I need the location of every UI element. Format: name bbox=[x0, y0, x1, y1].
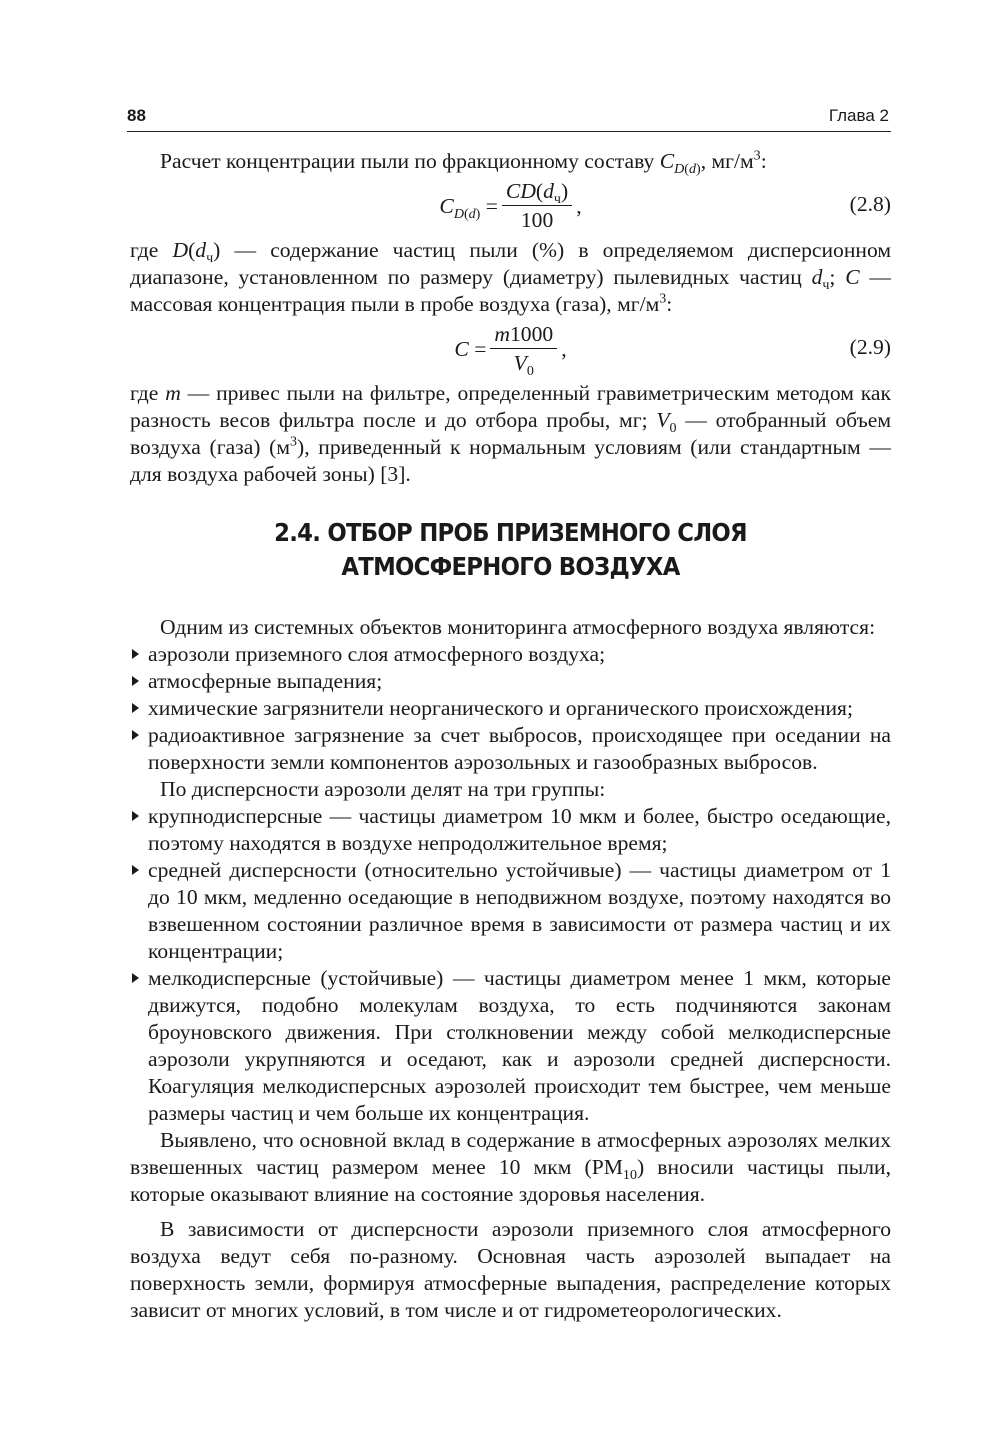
chapter-title: Глава 2 bbox=[828, 106, 889, 125]
formula-number: (2.9) bbox=[849, 335, 891, 359]
pm10-paragraph: Выявлено, что основной вклад в содержание в атмосферных аэрозолях мелких взвешенных частиц размером менее 10 мкм $(PM_{10})$ вносили частицы пыли, которые оказывают влияние на состояние здоровья населения. bbox=[130, 1128, 892, 1206]
list-item: химические загрязнители неорганического и органического происхождения; bbox=[130, 695, 891, 722]
formula-2-8: $C_{D(d)}$ = $\frac{CD(d_ч)}{100}$ , (2.8) bbox=[439, 179, 891, 232]
groups-list bbox=[130, 803, 891, 1127]
list-item: крупнодисперсные — частицы диаметром 10 мкм и более, быстро оседающие, поэтому находятся в воздухе непродолжительное время; bbox=[130, 803, 891, 857]
definition-paragraph-1: где $D(d_ч)$ — содержание частиц пыли (%) в определяемом дисперсионном диапазоне, установленном по размеру (диаметру) пылевидных частиц $d_ч$; C — массовая концентрация пыли в пробе воздуха (газа), $мг/м^3$: bbox=[130, 238, 892, 316]
header-rule bbox=[127, 131, 891, 132]
page-body bbox=[130, 148, 891, 1324]
formula-number: (2.8) bbox=[849, 192, 891, 216]
page-number: 88 bbox=[127, 106, 146, 125]
list-item: мелкодисперсные (устойчивые) — частицы диаметром менее 1 мкм, которые движутся, подобно молекулам воздуха, то есть подчиняются законам броуновского движения. При столкновении между собой мелкодисперсные аэрозоли укрупняются и оседают, как и аэрозоли средней дисперсности. Коагуляция мелкодисперсных аэрозолей происходит тем быстрее, чем меньше размеры частиц и чем больше их концентрация. bbox=[130, 965, 891, 1127]
list-item: радиоактивное загрязнение за счет выбросов, происходящее при оседании на поверхности земли компонентов аэрозольных и газообразных выбросов. bbox=[130, 722, 891, 776]
list-item: атмосферные выпадения; bbox=[130, 668, 891, 695]
final-paragraph: В зависимости от дисперсности аэрозоли приземного слоя атмосферного воздуха ведут себя по-разному. Основная часть аэрозолей выпадает на поверхность земли, формируя атмосферные выпадения, распределение которых зависит от многих условий, в том числе и от гидрометеорологических. bbox=[130, 1217, 891, 1322]
list-item: аэрозоли приземного слоя атмосферного воздуха; bbox=[130, 641, 891, 668]
intro-paragraph: Расчет концентрации пыли по фракционному составу $C_{D(d)}$, $мг/м^3$: bbox=[160, 147, 767, 177]
objects-intro: Одним из системных объектов мониторинга атмосферного воздуха являются: bbox=[160, 615, 876, 639]
formula-2-9: C = $\frac{m1000}{V_0}$ , (2.9) bbox=[454, 322, 891, 379]
groups-intro: По дисперсности аэрозоли делят на три группы: bbox=[160, 777, 606, 801]
page-header bbox=[127, 106, 891, 130]
section-title: 2.4. ОТБОР ПРОБ ПРИЗЕМНОГО СЛОЯ АТМОСФЕРНОГО ВОЗДУХА bbox=[274, 518, 747, 581]
objects-list bbox=[130, 641, 891, 776]
definition-paragraph-2: где m — привес пыли на фильтре, определенный гравиметрическим методом как разность весов фильтра после и до отбора пробы, мг; $V_0$ — отобранный объем воздуха (газа) $(м^3)$, приведенный к нормальным условиям (или стандартным — для воздуха рабочей зоны) [3]. bbox=[130, 381, 891, 486]
list-item: средней дисперсности (относительно устойчивые) — частицы диаметром от 1 до 10 мкм, медленно оседающие в неподвижном воздухе, поэтому находятся во взвешенном состоянии различное время в зависимости от размера частиц и их концентрации; bbox=[130, 857, 891, 965]
